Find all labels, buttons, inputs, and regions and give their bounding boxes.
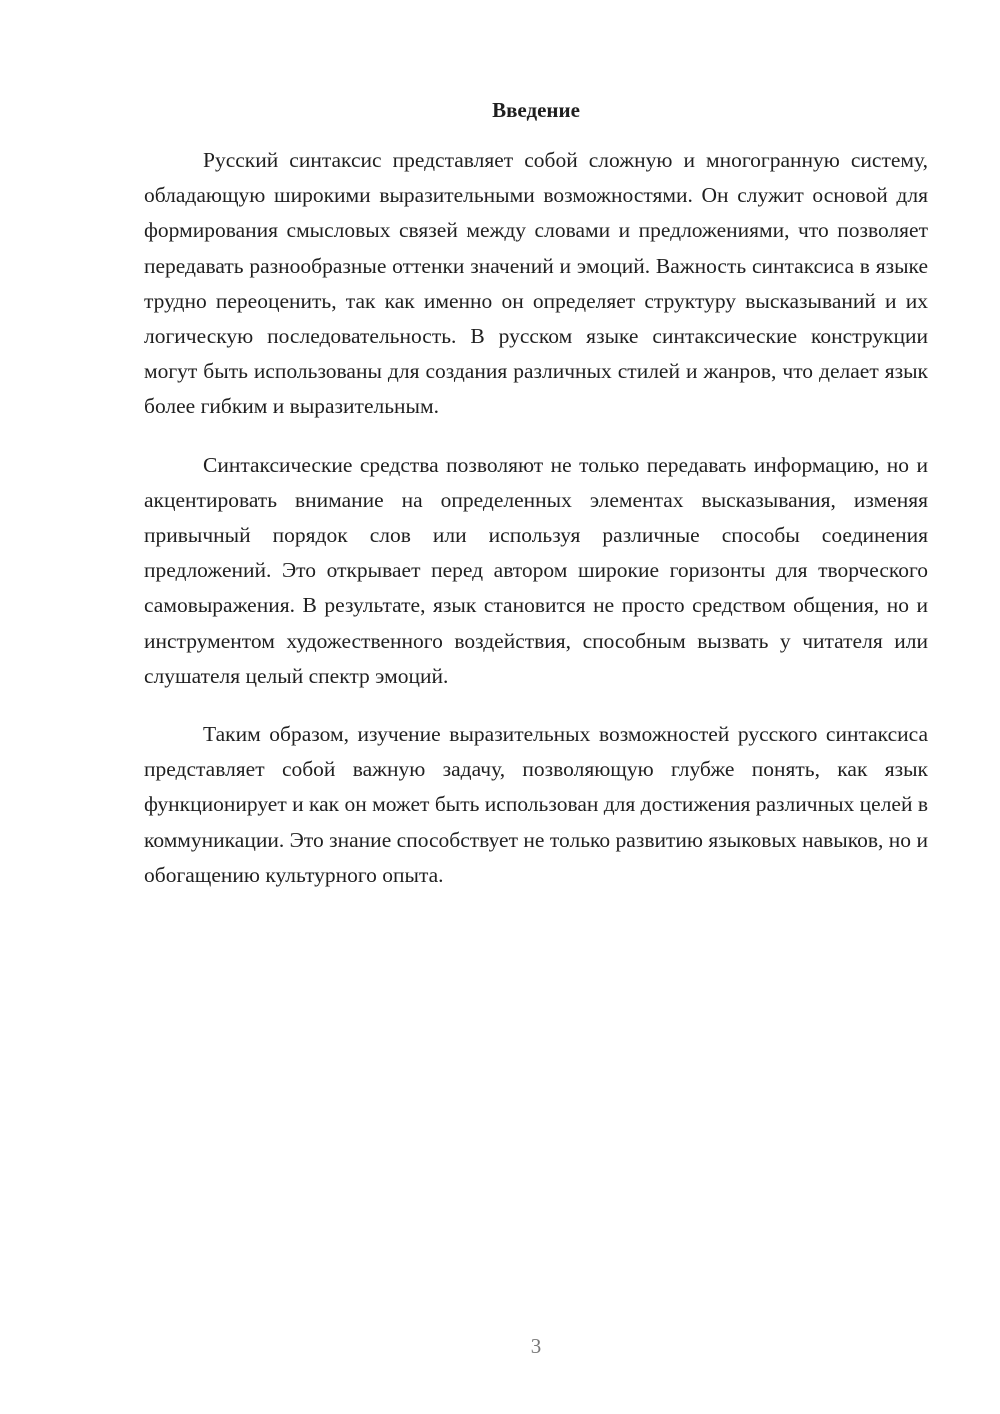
paragraph-1: Русский синтаксис представляет собой сложную и многогранную систему, обладающую широкими выразительными возможностями. Он служит основой для формирования смысловых связей между словами и предложениями, что позволяет передавать разнообразные оттенки значений и эмоций. Важность синтаксиса в языке трудно переоценить, так как именно он определяет структуру высказываний и их логическую последовательность. В русском языке синтаксические конструкции могут быть использованы для создания различных стилей и жанров, что делает язык более гибким и выразительным. [144, 148, 928, 419]
page-title: Введение [492, 98, 580, 122]
paragraph-3: Таким образом, изучение выразительных возможностей русского синтаксиса представляет собой важную задачу, позволяющую глубже понять, как язык функционирует и как он может быть использован для достижения различных целей в коммуникации. Это знание способствует не только развитию языковых навыков, но и обогащению культурного опыта. [144, 722, 928, 887]
page-number: 3 [530, 1334, 542, 1358]
document-body [144, 143, 928, 916]
paragraph-2: Синтаксические средства позволяют не только передавать информацию, но и акцентировать внимание на определенных элементах высказывания, изменяя привычный порядок слов или используя различные способы соединения предложений. Это открывает перед автором широкие горизонты для творческого самовыражения. В результате, язык становится не просто средством общения, но и инструментом художественного воздействия, способным вызвать у читателя или слушателя целый спектр эмоций. [144, 452, 928, 688]
